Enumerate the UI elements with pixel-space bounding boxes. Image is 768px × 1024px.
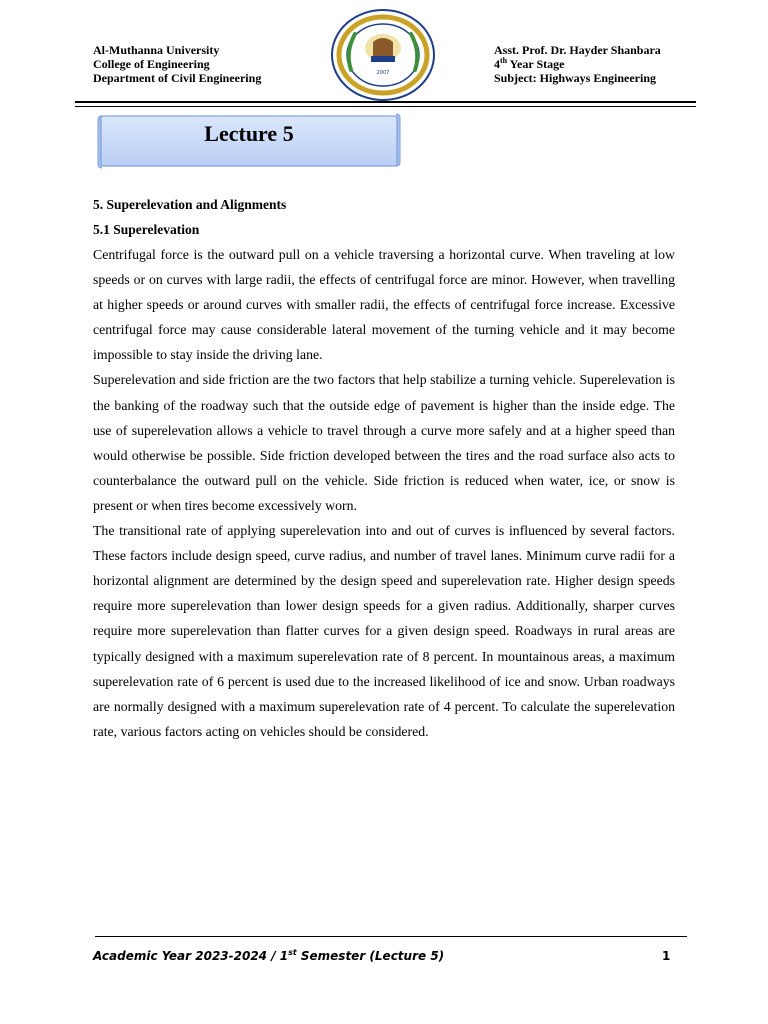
section-heading: 5. Superelevation and Alignments	[93, 197, 287, 212]
seal-year: 2007	[376, 70, 390, 76]
document-body	[93, 192, 675, 744]
paragraph-transitional-rate: The transitional rate of applying superelevation into and out of curves is influenced by several factors. These factors include design speed, curve radius, and number of travel lanes. Minimum curve radii for a horizontal alignment are determined by the design speed and superelevation rate. Higher design speeds require more superelevation than lower design speeds for a given radius. Additionally, sharper curves require more superelevation than flatter curves for a given design speed. Roadways in rural areas are typically designed with a maximum superelevation rate of 8 percent. In mountainous areas, a maximum superelevation rate of 6 percent is used due to the increased likelihood of ice and snow. Urban roadways are normally designed with a maximum superelevation rate of 4 percent. To calculate the superelevation rate, various factors acting on vehicles should be considered.	[93, 523, 675, 739]
header-divider	[75, 101, 696, 107]
footer-divider	[95, 936, 687, 937]
subsection-heading: 5.1 Superelevation	[93, 222, 200, 237]
department-name: Department of Civil Engineering	[93, 71, 262, 85]
lecture-title: Lecture 5	[204, 121, 294, 146]
university-name: Al-Muthanna University	[93, 43, 220, 57]
college-name: College of Engineering	[93, 57, 210, 71]
page-number: 1	[662, 949, 671, 963]
paragraph-superelevation-friction: Superelevation and side friction are the two factors that help stabilize a turning vehicle. Superelevation is the banking of the roadway such that the outside edge of pavement is higher than the inside edge. The use of superelevation allows a vehicle to travel through a curve more safely and at a higher speed than would otherwise be possible. Side friction developed between the tires and the road surface also acts to counterbalance the outward pull on the vehicle. Side friction is reduced when water, ice, or snow is present or when tires become excessively worn.	[93, 372, 675, 513]
header-institution	[93, 43, 261, 85]
year-stage: 4th Year Stage	[494, 56, 565, 71]
subject: Subject: Highways Engineering	[494, 71, 657, 85]
header-course-info	[494, 43, 661, 85]
university-seal-logo	[329, 8, 437, 102]
paragraph-centrifugal-force: Centrifugal force is the outward pull on a vehicle traversing a horizontal curve. When traveling at low speeds or on curves with large radii, the effects of centrifugal force are minor. However, when travelling at higher speeds or around curves with smaller radii, the effects of centrifugal force increase. Excessive centrifugal force may cause considerable lateral movement of the turning vehicle and it may become impossible to stay inside the driving lane.	[93, 247, 675, 363]
instructor-name: Asst. Prof. Dr. Hayder Shanbara	[494, 43, 661, 57]
footer-academic-year: Academic Year 2023-2024 / 1st Semester (Lecture 5)	[93, 948, 445, 963]
